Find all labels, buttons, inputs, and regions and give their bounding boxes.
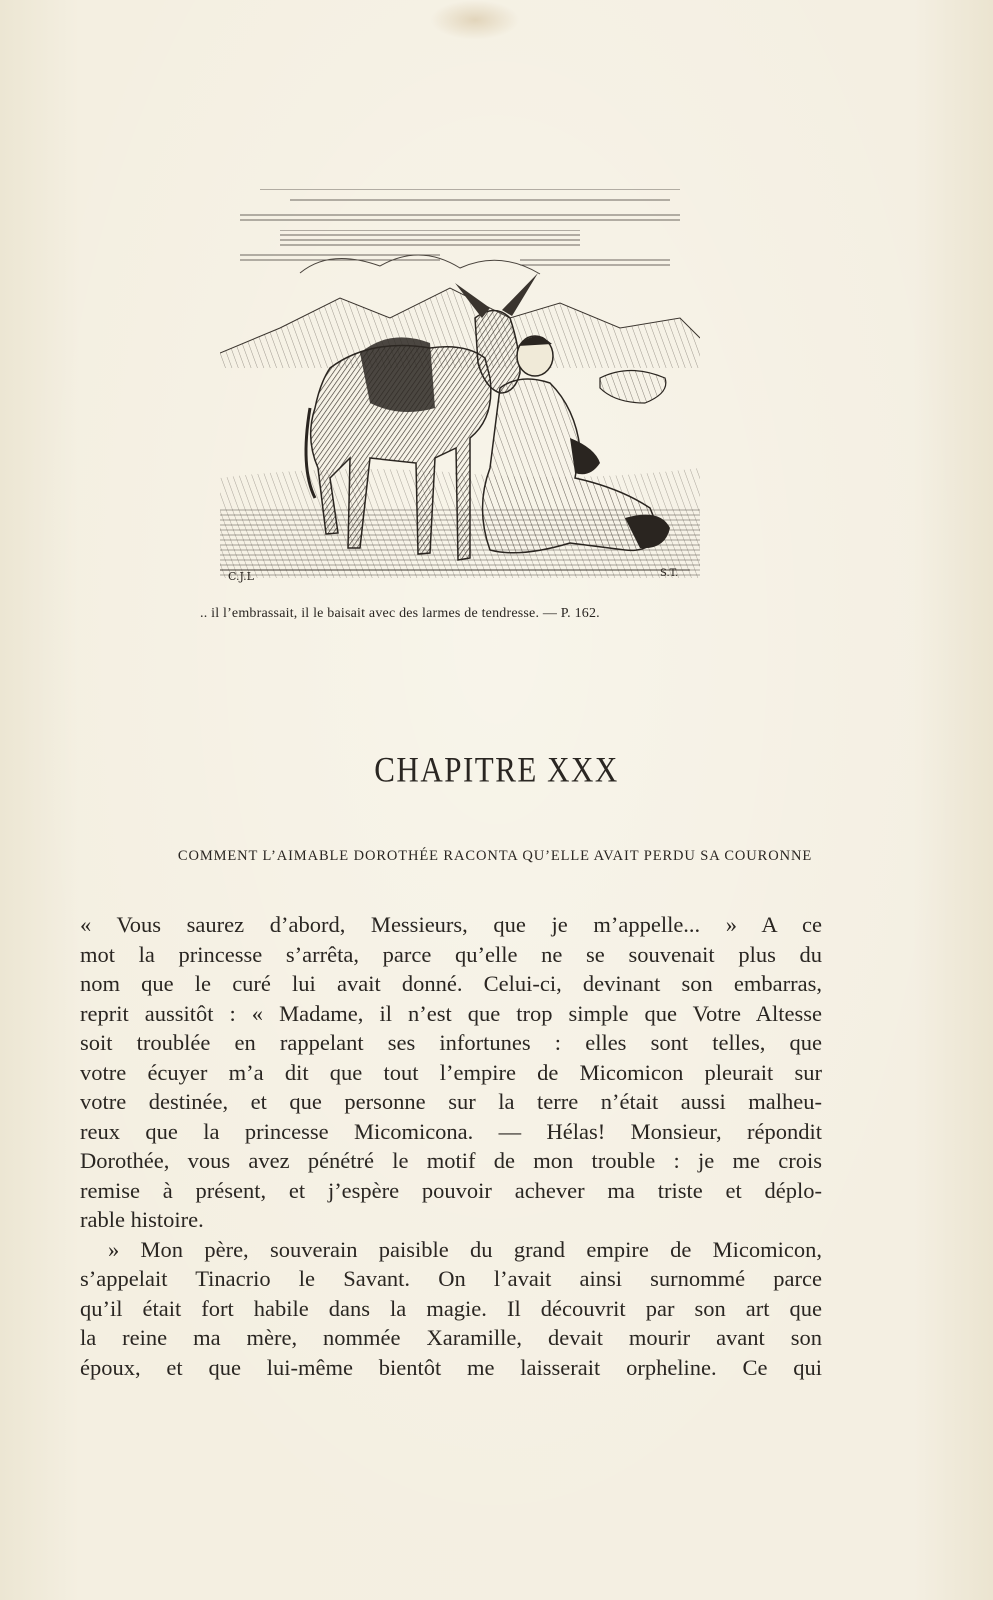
paper-stain [430, 0, 520, 40]
body-line: s’appelait Tinacrio le Savant. On l’avait ainsi surnommé parce [80, 1266, 822, 1291]
sky-hatching [240, 186, 680, 274]
engraving-donkey-embrace-icon [220, 178, 700, 588]
hat [600, 371, 666, 404]
body-line: remise à présent, et j’espère pouvoir achever ma triste et déplo- [80, 1177, 822, 1203]
body-line: la reine ma mère, nommée Xaramille, devait mourir avant son [80, 1325, 822, 1350]
chapter-body-text [80, 910, 822, 1382]
body-line: « Vous saurez d’abord, Messieurs, que je m’appelle... » A ce [80, 912, 822, 937]
body-line: rable histoire. [80, 1207, 204, 1232]
body-line: reprit aussitôt : « Madame, il n’est que trop simple que Votre Altesse [80, 1000, 822, 1026]
body-line: nom que le curé lui avait donné. Celui-ci, devinant son embarras, [80, 971, 822, 996]
body-line: mot la princesse s’arrêta, parce qu’elle ne se souvenait plus du [80, 941, 822, 967]
body-line: qu’il était fort habile dans la magie. Il découvrit par son art que [80, 1295, 822, 1321]
chapter-subtitle: COMMENT L’AIMABLE DOROTHÉE RACONTA QU’ELLE AVAIT PERDU SA COURONNE [177, 848, 813, 864]
body-line: reux que la princesse Micomicona. — Hélas! Monsieur, répondit [80, 1118, 822, 1144]
chapter-title: CHAPITRE XXX [374, 749, 619, 790]
engraving-illustration [220, 178, 700, 588]
illustration-caption: .. il l’embrassait, il le baisait avec des larmes de tendresse. — P. 162. [200, 606, 600, 621]
engraver-signature-right: S.T. [660, 568, 679, 579]
engraver-signature-left: C.J.L [228, 570, 254, 583]
body-line: votre écuyer m’a dit que tout l’empire de Micomicon pleurait sur [80, 1059, 822, 1085]
body-line: soit troublée en rappelant ses infortunes : elles sont telles, que [80, 1030, 822, 1055]
body-line: époux, et que lui-même bientôt me laisserait orpheline. Ce qui [80, 1354, 822, 1380]
body-line: votre destinée, et que personne sur la terre n’était aussi malheu- [80, 1089, 822, 1114]
body-line: Dorothée, vous avez pénétré le motif de mon trouble : je me crois [80, 1148, 822, 1173]
body-line: » Mon père, souverain paisible du grand empire de Micomicon, [108, 1236, 822, 1262]
